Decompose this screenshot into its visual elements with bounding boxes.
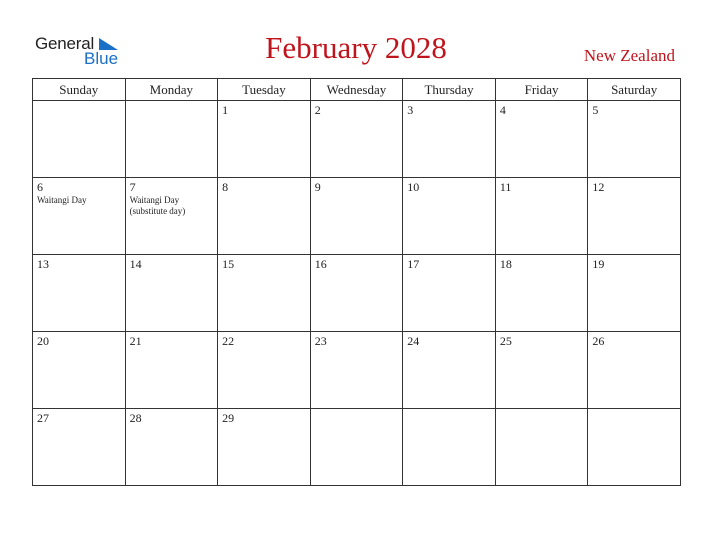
day-cell	[495, 255, 588, 332]
day-cell	[218, 409, 311, 486]
day-number: 28	[129, 411, 142, 425]
weekday-header: Sunday	[33, 79, 126, 101]
weekday-header: Saturday	[588, 79, 681, 101]
calendar-body	[33, 101, 681, 486]
day-number: 8	[222, 180, 229, 194]
day-number: 5	[592, 103, 599, 117]
day-cell	[33, 255, 126, 332]
day-cell	[403, 409, 496, 486]
day-cell	[125, 178, 218, 255]
calendar-grid	[32, 78, 681, 486]
day-number: 4	[499, 103, 506, 117]
day-number: 19	[592, 257, 605, 271]
day-number: 29	[222, 411, 235, 425]
day-cell	[125, 332, 218, 409]
week-row	[33, 332, 681, 409]
day-number: 12	[592, 180, 605, 194]
day-number: 14	[129, 257, 142, 271]
week-row	[33, 178, 681, 255]
day-cell	[588, 178, 681, 255]
day-cell	[310, 255, 403, 332]
day-cell	[310, 332, 403, 409]
day-cell	[33, 332, 126, 409]
day-cell	[588, 332, 681, 409]
day-number: 20	[37, 334, 49, 348]
day-cell	[403, 255, 496, 332]
day-cell	[310, 101, 403, 178]
day-cell	[33, 409, 126, 486]
day-cell	[310, 409, 403, 486]
day-cell	[218, 332, 311, 409]
day-number: 11	[499, 180, 512, 194]
day-cell	[588, 409, 681, 486]
day-cell	[403, 178, 496, 255]
day-number: 15	[222, 257, 235, 271]
country-label: New Zealand	[583, 46, 675, 65]
day-cell	[218, 101, 311, 178]
day-number: 21	[129, 334, 142, 348]
day-cell	[125, 101, 218, 178]
weekday-header: Monday	[125, 79, 218, 101]
logo-word-general: General	[35, 34, 95, 53]
day-number: 26	[592, 334, 605, 348]
day-number: 25	[499, 334, 512, 348]
day-cell	[125, 255, 218, 332]
calendar-title: February 2028	[265, 30, 447, 65]
day-number: 22	[222, 334, 235, 348]
day-cell	[495, 409, 588, 486]
day-cell	[588, 255, 681, 332]
day-cell	[218, 178, 311, 255]
day-number: 7	[129, 180, 136, 194]
day-cell	[495, 332, 588, 409]
day-number: 13	[37, 257, 49, 271]
weekday-header: Thursday	[403, 79, 496, 101]
day-cell	[403, 101, 496, 178]
holiday-label: Waitangi Day (substitute day)	[129, 195, 186, 216]
weekday-header: Wednesday	[310, 79, 403, 101]
weekday-header-row	[33, 79, 681, 101]
day-number: 6	[37, 180, 43, 194]
holiday-label: Waitangi Day	[37, 195, 87, 205]
day-cell	[495, 101, 588, 178]
day-number: 3	[407, 103, 414, 117]
day-number: 1	[222, 103, 229, 117]
day-number: 17	[407, 257, 420, 271]
day-cell	[218, 255, 311, 332]
day-cell	[403, 332, 496, 409]
day-number: 18	[499, 257, 512, 271]
day-number: 16	[314, 257, 327, 271]
day-cell	[33, 178, 126, 255]
day-cell	[125, 409, 218, 486]
day-cell	[33, 101, 126, 178]
day-number: 23	[314, 334, 327, 348]
day-number: 10	[407, 180, 420, 194]
day-cell	[310, 178, 403, 255]
logo-word-blue: Blue	[84, 49, 119, 68]
day-number: 9	[314, 180, 321, 194]
day-number: 24	[407, 334, 420, 348]
week-row	[33, 101, 681, 178]
day-number: 27	[37, 411, 49, 425]
day-cell	[588, 101, 681, 178]
day-cell	[495, 178, 588, 255]
weekday-header: Friday	[495, 79, 588, 101]
week-row	[33, 255, 681, 332]
week-row	[33, 409, 681, 486]
weekday-header: Tuesday	[218, 79, 311, 101]
day-number: 2	[314, 103, 321, 117]
